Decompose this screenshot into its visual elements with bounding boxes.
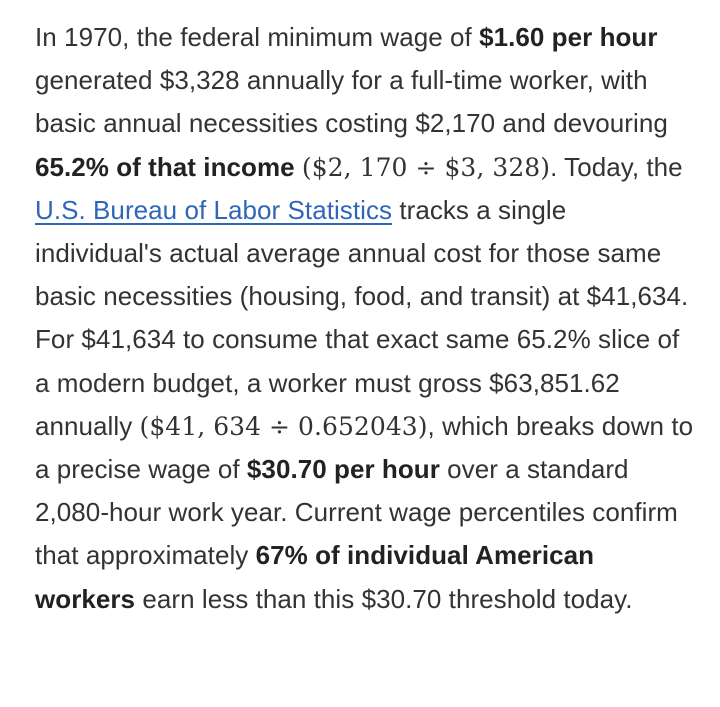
text-segment: tracks a single individual's actual average annual cost for those same basic necessities (housing, food, and transit) at $41,634. For $41,634 to consume that exact same 65.2% slice of a modern budget, a worker must gross $63,851.62 annually: [35, 194, 689, 441]
math-expression-today: ($41, 634 ÷ 0.652043): [139, 411, 428, 441]
text-segment: [295, 152, 302, 182]
text-segment: , which breaks down to a precise wage of: [35, 410, 694, 485]
bold-min-wage: $1.60 per hour: [479, 22, 658, 52]
text-segment: . Today, the: [550, 151, 683, 182]
math-expression-1970: ($2, 170 ÷ $3, 328): [301, 152, 551, 182]
bold-worker-share: 67% of individual American workers: [35, 540, 595, 614]
bls-link[interactable]: U.S. Bureau of Labor Statistics: [35, 194, 393, 225]
text-segment: generated $3,328 annually for a full-time worker, with basic annual necessities costing $2,170 and devouring: [35, 65, 668, 139]
text-segment: over a standard 2,080-hour work year. Current wage percentiles confirm that approximately: [35, 454, 678, 571]
bold-hourly-wage: $30.70 per hour: [246, 454, 440, 485]
text-segment: earn less than this $30.70 threshold today.: [135, 583, 633, 614]
article-paragraph: [35, 16, 695, 621]
bold-income-share: 65.2% of that income: [35, 151, 295, 182]
text-segment: In 1970, the federal minimum wage of: [35, 22, 480, 52]
